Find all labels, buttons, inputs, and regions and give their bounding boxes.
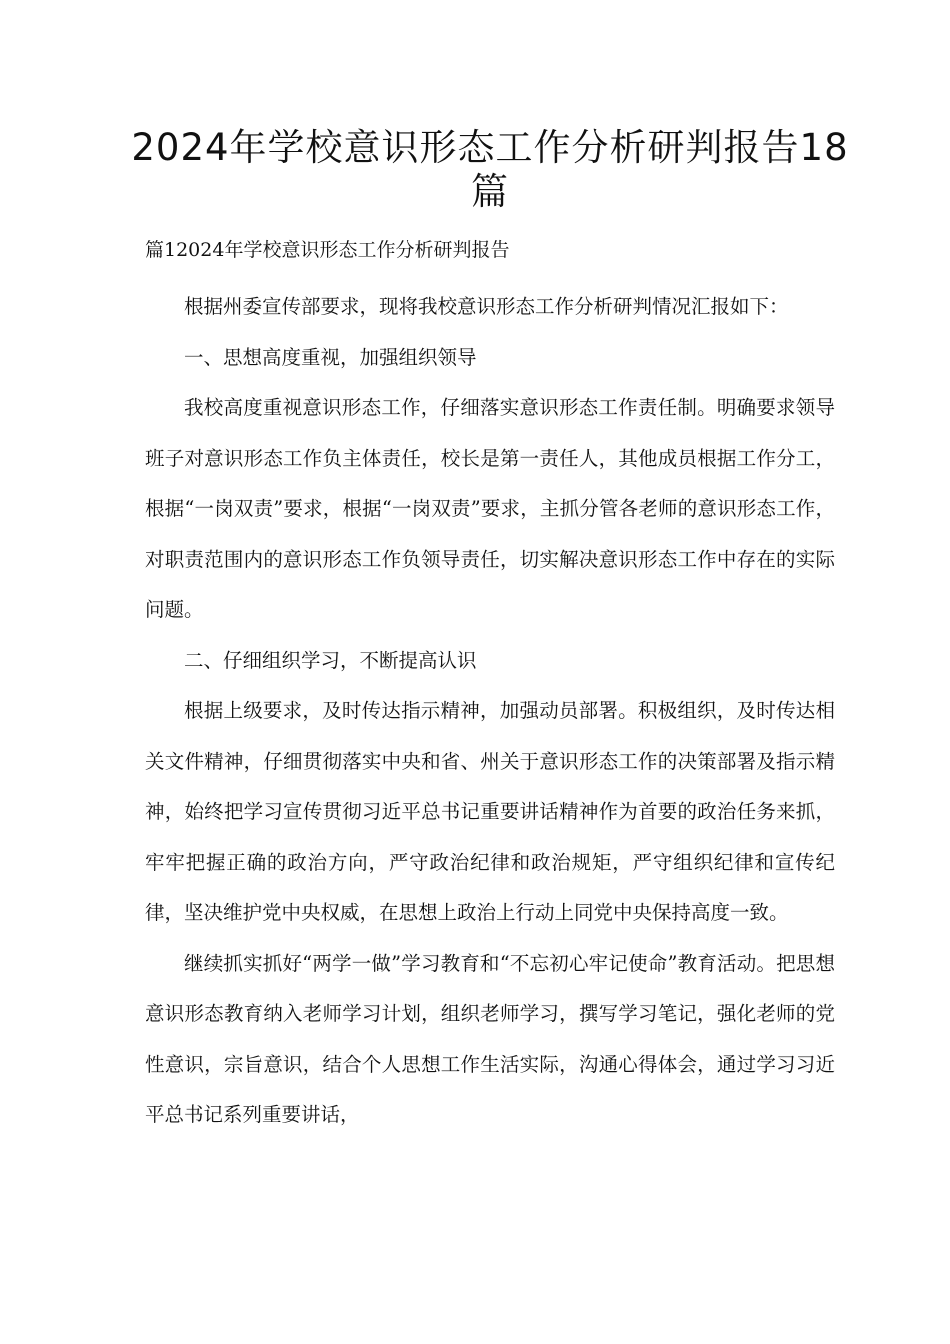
document-subtitle: 篇12024年学校意识形态工作分析研判报告 bbox=[145, 239, 510, 261]
document-title: 2024年学校意识形态工作分析研判报告18篇 bbox=[131, 126, 849, 213]
document-body bbox=[145, 282, 835, 1141]
paragraph: 继续抓实抓好“两学一做”学习教育和“不忘初心牢记使命”教育活动。把思想意识形态教育纳入老师学习计划，组织老师学习，撰写学习笔记，强化老师的党性意识，宗旨意识，结合个人思想工作生活实际，沟通心得体会，通过学习习近平总书记系列重要讲话， bbox=[145, 951, 835, 1126]
section-heading: 一、思想高度重视，加强组织领导 bbox=[184, 345, 477, 369]
paragraph: 我校高度重视意识形态工作，仔细落实意识形态工作责任制。明确要求领导班子对意识形态工作负主体责任，校长是第一责任人，其他成员根据工作分工，根据“一岗双责”要求，根据“一岗双责”要求，主抓分管各老师的意识形态工作，对职责范围内的意识形态工作负领导责任，切实解决意识形态工作中存在的实际问题。 bbox=[145, 396, 835, 621]
paragraph: 根据上级要求，及时传达指示精神，加强动员部署。积极组织，及时传达相关文件精神，仔细贯彻落实中央和省、州关于意识形态工作的决策部署及指示精神，始终把学习宣传贯彻习近平总书记重要讲话精神作为首要的政治任务来抓，牢牢把握正确的政治方向，严守政治纪律和政治规矩，严守组织纪律和宣传纪律，坚决维护党中央权威，在思想上政治上行动上同党中央保持高度一致。 bbox=[145, 699, 835, 924]
paragraph: 根据州委宣传部要求，现将我校意识形态工作分析研判情况汇报如下： bbox=[184, 295, 789, 318]
section-heading: 二、仔细组织学习，不断提高认识 bbox=[184, 648, 477, 672]
